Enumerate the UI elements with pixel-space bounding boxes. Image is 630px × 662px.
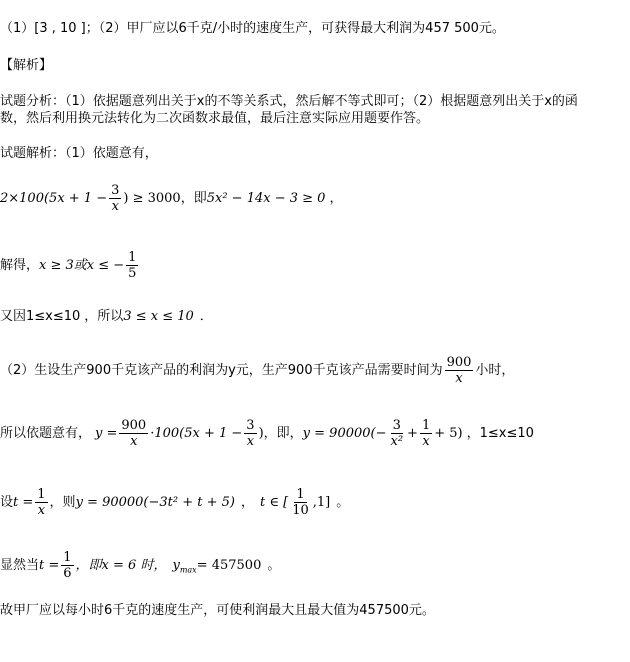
sub-prefix: 设 bbox=[0, 494, 14, 510]
part2-fraction bbox=[445, 355, 474, 386]
solve-frac-den: 5 bbox=[128, 266, 137, 281]
range-line bbox=[0, 308, 213, 326]
analysis-line-1: 试题分析：（1）依据题意列出关于x的不等关系式，然后解不等式即可；（2）根据题意列出关于x的函 bbox=[0, 94, 578, 109]
eq2-f2-num: 3 bbox=[246, 418, 255, 433]
sub-comma: ， bbox=[240, 494, 254, 510]
sub-fraction-1 bbox=[35, 487, 47, 518]
eq2-f4-num: 1 bbox=[421, 418, 431, 433]
eq2-prefix: 所以依题意有， bbox=[0, 425, 92, 441]
eq2-y2: y = 90000(− bbox=[302, 425, 387, 441]
max-mid: ，即x = 6 时， bbox=[75, 557, 167, 573]
solve-line bbox=[0, 250, 140, 281]
sub-end: ,1] bbox=[312, 494, 331, 510]
part2-line bbox=[0, 355, 514, 386]
range-expr: 3 ≤ x ≤ 10 bbox=[123, 309, 194, 324]
section-title: 【解析】 bbox=[0, 58, 53, 73]
eq2-range: ，1≤x≤10 bbox=[466, 425, 534, 441]
max-f-num: 1 bbox=[63, 550, 72, 565]
max-t-eq: t = bbox=[39, 557, 60, 573]
solve-expr: x ≥ 3或x ≤ − bbox=[39, 257, 125, 273]
eq2-f4-den: x bbox=[422, 434, 430, 449]
eq2-fraction-4 bbox=[420, 418, 432, 449]
equation-1 bbox=[0, 183, 342, 214]
sub-f-den: x bbox=[37, 503, 46, 518]
eq2-end: + 5) bbox=[434, 425, 463, 441]
sub-fraction-2 bbox=[290, 487, 311, 518]
eq1-frac-den: x bbox=[111, 199, 119, 214]
analysis-line-2: 数，然后利用换元法转化为二次函数求最值，最后注意实际应用题要作答。 bbox=[0, 111, 430, 126]
eq2-f2-den: x bbox=[246, 434, 255, 449]
eq2-fraction-3 bbox=[389, 418, 406, 449]
equation-2 bbox=[0, 418, 534, 449]
max-y: y bbox=[172, 557, 180, 573]
answer-line: （1）[3 , 10 ]；（2）甲厂应以6千克/小时的速度生产，可获得最大利润为457 500元。 bbox=[0, 21, 505, 36]
conclusion-line: 故甲厂应以每小时6千克的速度生产，可使利润最大且最大值为457500元。 bbox=[0, 603, 435, 618]
part2-text-1: （2）生设生产900千克该产品的利润为y元，生产900千克该产品需要时间为 bbox=[0, 362, 443, 378]
part2-frac-den: x bbox=[455, 371, 463, 386]
max-tail: 。 bbox=[267, 557, 281, 573]
sub-t-in: t ∈ [ bbox=[260, 494, 289, 510]
sub-tail: 。 bbox=[336, 494, 350, 510]
eq1-fraction bbox=[109, 183, 121, 214]
max-line bbox=[0, 550, 280, 581]
eq2-fraction-2 bbox=[244, 418, 256, 449]
eq2-fraction-1 bbox=[119, 418, 148, 449]
solve-fraction bbox=[126, 250, 138, 281]
max-fraction bbox=[61, 550, 73, 581]
sub-mid: ，则 bbox=[49, 494, 76, 510]
eq1-tail: ， bbox=[329, 190, 343, 206]
eq2-f1-num: 900 bbox=[121, 418, 147, 433]
eq1-left: 2×100(5x + 1 − bbox=[0, 190, 108, 206]
eq2-mid-1: ·100(5x + 1 − bbox=[150, 425, 243, 441]
eq2-mid-2: ) bbox=[258, 425, 264, 441]
range-text-1: 又因1≤x≤10 bbox=[0, 309, 81, 324]
eq1-frac-num: 3 bbox=[111, 183, 120, 198]
eq2-f3-den: x² bbox=[390, 434, 404, 449]
solution-intro: 试题解析：（1）依题意有， bbox=[0, 146, 158, 161]
eq2-f3-num: 3 bbox=[392, 418, 401, 433]
eq2-f1-den: x bbox=[130, 434, 138, 449]
max-f-den: 6 bbox=[63, 566, 72, 581]
part2-text-2: 小时， bbox=[475, 362, 515, 378]
range-tail: ． bbox=[199, 309, 213, 324]
substitution-line bbox=[0, 487, 349, 518]
sub-f-num: 1 bbox=[37, 487, 46, 502]
eq2-ji: ，即， bbox=[263, 425, 303, 441]
sub-f2-num: 1 bbox=[296, 487, 305, 502]
max-val: = 457500 bbox=[196, 557, 262, 573]
solve-prefix: 解得， bbox=[0, 257, 40, 273]
part2-frac-num: 900 bbox=[446, 355, 472, 370]
eq1-mid: ，即 bbox=[180, 190, 207, 206]
max-ymax bbox=[172, 557, 196, 575]
eq2-y-eq: y = bbox=[95, 425, 118, 441]
range-text-2: ，所以 bbox=[84, 309, 124, 324]
solve-frac-num: 1 bbox=[128, 250, 137, 265]
max-sub: max bbox=[179, 565, 197, 575]
eq2-plus: + bbox=[407, 425, 418, 441]
max-prefix: 显然当 bbox=[0, 557, 40, 573]
eq1-right: ) ≥ 3000 bbox=[123, 190, 181, 206]
sub-expr: y = 90000(−3t² + t + 5) bbox=[75, 494, 235, 510]
eq1-result: 5x² − 14x − 3 ≥ 0 bbox=[206, 190, 326, 206]
sub-f2-den: 10 bbox=[292, 503, 309, 518]
sub-t-eq: t = bbox=[13, 494, 34, 510]
